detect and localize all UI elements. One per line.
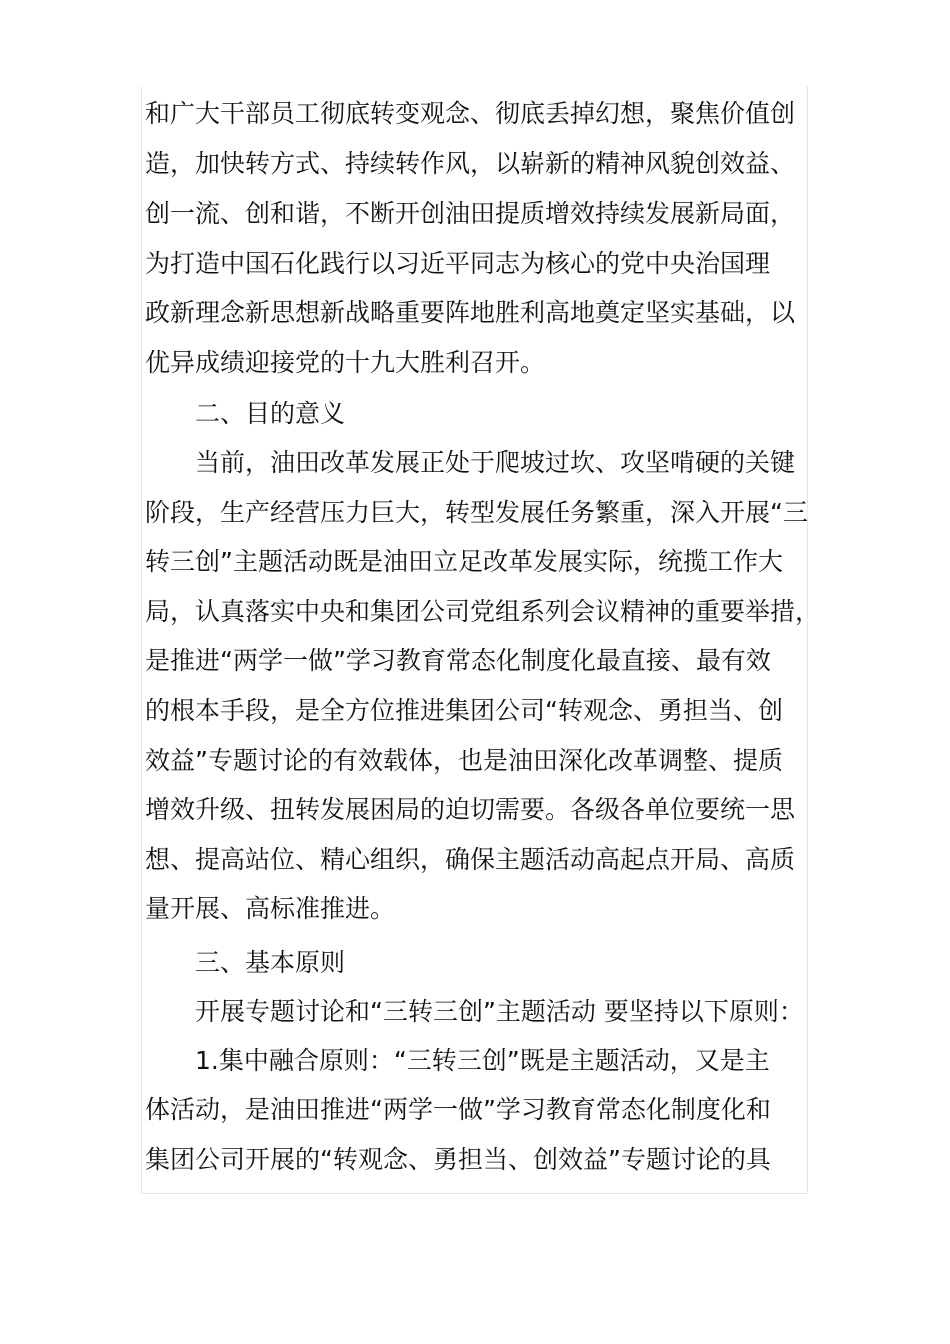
body-line: 效益”专题讨论的有效载体，也是油田深化改革调整、提质 (145, 746, 783, 775)
body-line: 量开展、高标准推进。 (145, 894, 396, 923)
body-line: 当前，油田改革发展正处于爬坡过坎、攻坚啃硬的关键 (195, 448, 796, 477)
body-line: 是推进“两学一做”学习教育常态化制度化最直接、最有效 (145, 646, 771, 675)
body-line: 转三创”主题活动既是油田立足改革发展实际，统揽工作大 (145, 547, 783, 576)
body-line: 集团公司开展的“转观念、勇担当、创效益”专题讨论的具 (145, 1145, 771, 1174)
body-line: 政新理念新思想新战略重要阵地胜利高地奠定坚实基础，以 (145, 298, 796, 327)
body-line: 造，加快转方式、持续转作风，以崭新的精神风貌创效益、 (145, 149, 796, 178)
section-heading: 三、基本原则 (195, 948, 346, 977)
body-line: 想、提高站位、精心组织，确保主题活动高起点开局、高质 (145, 845, 796, 874)
section-heading: 二、目的意义 (195, 399, 346, 428)
body-line: 创一流、创和谐，不断开创油田提质增效持续发展新局面， (145, 199, 796, 228)
body-line: 1.集中融合原则：“三转三创”既是主题活动，又是主 (195, 1046, 770, 1075)
body-line: 开展专题讨论和“三转三创”主题活动 要坚持以下原则： (195, 997, 804, 1026)
body-line: 和广大干部员工彻底转变观念、彻底丢掉幻想，聚焦价值创 (145, 99, 796, 128)
body-line: 局，认真落实中央和集团公司党组系列会议精神的重要举措， (145, 597, 821, 626)
body-line: 为打造中国石化践行以习近平同志为核心的党中央治国理 (145, 249, 771, 278)
body-line: 阶段，生产经营压力巨大，转型发展任务繁重，深入开展“三 (145, 498, 808, 527)
body-line: 增效升级、扭转发展困局的迫切需要。各级各单位要统一思 (145, 795, 796, 824)
body-line: 的根本手段，是全方位推进集团公司“转观念、勇担当、创 (145, 696, 783, 725)
body-line: 优异成绩迎接党的十九大胜利召开。 (145, 348, 546, 377)
body-line: 体活动，是油田推进“两学一做”学习教育常态化制度化和 (145, 1095, 771, 1124)
